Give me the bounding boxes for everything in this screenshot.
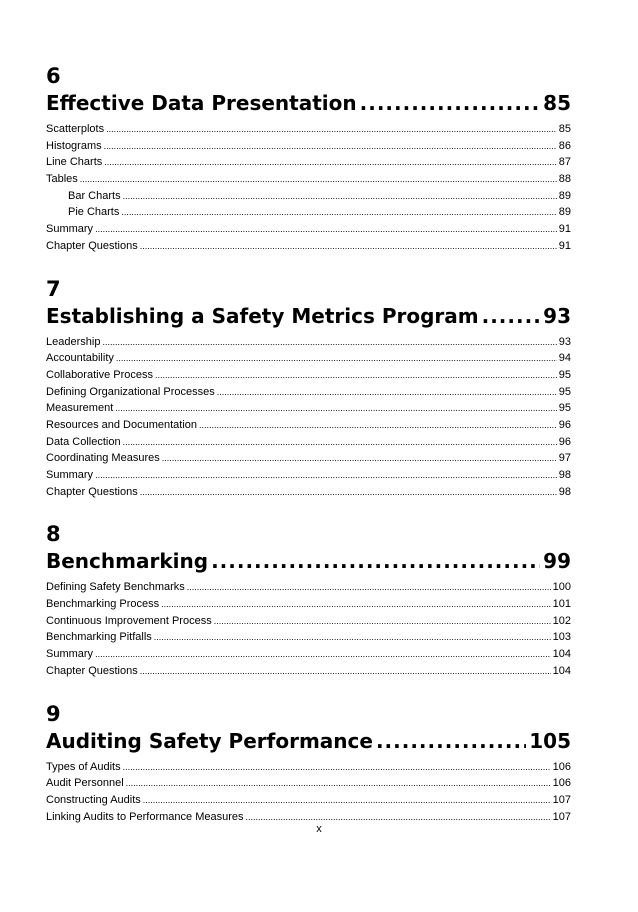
entry-page-number: 106	[552, 777, 571, 790]
dot-leader	[95, 646, 551, 663]
dot-leader	[140, 484, 557, 501]
dot-leader	[104, 154, 556, 171]
entry-title: Constructing Audits	[46, 793, 141, 806]
toc-entry	[46, 171, 571, 188]
entry-title: Line Charts	[46, 156, 103, 169]
chapter-page-number: 85	[543, 91, 571, 115]
dot-leader	[140, 238, 557, 255]
entry-title: Chapter Questions	[46, 239, 138, 252]
dot-leader	[211, 546, 540, 576]
chapter-number: 7	[46, 276, 61, 301]
entry-page-number: 86	[558, 139, 571, 152]
toc-entry	[46, 350, 571, 367]
toc-entry	[46, 154, 571, 171]
chapter-title-row	[46, 726, 571, 756]
dot-leader	[154, 629, 551, 646]
toc-entry	[46, 663, 571, 680]
chapter-title-row	[46, 301, 571, 331]
spacer	[46, 680, 571, 702]
dot-leader	[123, 188, 557, 205]
dot-leader	[126, 775, 551, 792]
toc-entry	[46, 646, 571, 663]
chapter-title: Auditing Safety Performance	[46, 728, 373, 753]
chapter-title-row	[46, 546, 571, 576]
toc-entry	[46, 613, 571, 630]
toc-entry	[46, 759, 571, 776]
entry-page-number: 96	[558, 435, 571, 448]
toc-entry	[46, 384, 571, 401]
dot-leader	[161, 596, 551, 613]
chapter-6	[46, 64, 571, 255]
toc-entry	[46, 775, 571, 792]
dot-leader	[143, 792, 551, 809]
dot-leader	[482, 301, 541, 331]
table-of-contents	[46, 64, 571, 825]
dot-leader	[115, 400, 556, 417]
entry-title: Benchmarking Process	[46, 598, 160, 611]
chapter-9	[46, 702, 571, 826]
entry-page-number: 106	[552, 760, 571, 773]
entry-title: Tables	[46, 173, 78, 186]
page-folio: x	[316, 823, 322, 835]
entry-page-number: 104	[552, 664, 571, 677]
toc-entry	[46, 629, 571, 646]
toc-entry	[46, 417, 571, 434]
dot-leader	[95, 221, 557, 238]
spacer	[46, 500, 571, 522]
entry-page-number: 91	[558, 239, 571, 252]
entry-page-number: 87	[558, 156, 571, 169]
chapter-page-number: 105	[529, 728, 571, 753]
dot-leader	[80, 171, 557, 188]
entry-page-number: 107	[552, 793, 571, 806]
toc-entry	[46, 484, 571, 501]
entry-title: Types of Audits	[46, 760, 121, 773]
entry-title: Audit Personnel	[46, 777, 124, 790]
dot-leader	[187, 579, 551, 596]
entry-title: Summary	[46, 223, 94, 236]
dot-leader	[102, 334, 556, 351]
entry-page-number: 95	[558, 368, 571, 381]
dot-leader	[199, 417, 557, 434]
entry-title: Collaborative Process	[46, 368, 153, 381]
entry-title: Continuous Improvement Process	[46, 614, 212, 627]
toc-entry	[46, 434, 571, 451]
entry-title: Scatterplots	[46, 123, 105, 135]
entry-title: Coordinating Measures	[46, 452, 160, 465]
dot-leader	[106, 121, 557, 138]
dot-leader	[123, 759, 551, 776]
entry-page-number: 98	[558, 469, 571, 481]
chapter-number: 9	[46, 701, 61, 726]
entry-page-number: 103	[552, 631, 571, 644]
entry-page-number: 88	[558, 173, 571, 186]
toc-entry	[46, 579, 571, 596]
entry-title: Leadership	[46, 335, 101, 348]
entry-page-number: 107	[552, 810, 571, 823]
entry-page-number: 94	[558, 352, 571, 365]
entry-page-number: 101	[552, 598, 571, 611]
entry-page-number: 102	[552, 614, 571, 627]
dot-leader	[360, 88, 541, 118]
toc-subentry	[46, 188, 571, 205]
entry-page-number: 96	[558, 418, 571, 431]
chapter-title: Benchmarking	[46, 549, 209, 574]
chapter-title-row	[46, 88, 571, 118]
chapter-title: Establishing a Safety Metrics Program	[46, 303, 479, 328]
toc-entry	[46, 238, 571, 255]
entry-title: Summary	[46, 648, 94, 661]
section-list	[46, 121, 571, 255]
entry-page-number: 95	[558, 385, 571, 398]
toc-entry	[46, 467, 571, 484]
entry-title: Pie Charts	[68, 206, 120, 219]
toc-entry	[46, 138, 571, 155]
entry-title: Bar Charts	[68, 189, 121, 202]
toc-entry	[46, 792, 571, 809]
toc-entry	[46, 334, 571, 351]
chapter-page-number: 93	[543, 303, 571, 328]
dot-leader	[155, 367, 557, 384]
toc-entry	[46, 450, 571, 467]
entry-page-number: 89	[558, 189, 571, 202]
dot-leader	[116, 350, 557, 367]
dot-leader	[121, 204, 556, 221]
entry-title: Summary	[46, 469, 94, 481]
section-list	[46, 334, 571, 501]
chapter-number: 6	[46, 64, 61, 88]
entry-page-number: 98	[558, 485, 571, 498]
chapter-page-number: 99	[543, 549, 571, 574]
entry-page-number: 100	[552, 581, 571, 594]
dot-leader	[140, 663, 551, 680]
entry-page-number: 93	[558, 335, 571, 348]
toc-entry	[46, 121, 571, 138]
entry-title: Linking Audits to Performance Measures	[46, 810, 244, 823]
entry-page-number: 97	[558, 452, 571, 465]
chapter-8	[46, 522, 571, 679]
entry-page-number: 89	[558, 206, 571, 219]
chapter-number: 8	[46, 522, 61, 547]
entry-title: Defining Safety Benchmarks	[46, 581, 185, 594]
toc-entry	[46, 400, 571, 417]
toc-subentry	[46, 204, 571, 221]
toc-entry	[46, 596, 571, 613]
entry-title: Accountability	[46, 352, 114, 365]
dot-leader	[217, 384, 557, 401]
spacer	[46, 255, 571, 277]
dot-leader	[214, 613, 551, 630]
dot-leader	[162, 450, 557, 467]
dot-leader	[104, 138, 557, 155]
entry-page-number: 104	[552, 648, 571, 661]
toc-entry	[46, 367, 571, 384]
dot-leader	[376, 726, 526, 756]
entry-title: Measurement	[46, 402, 114, 415]
entry-title: Data Collection	[46, 435, 121, 448]
entry-title: Chapter Questions	[46, 664, 138, 677]
toc-entry	[46, 221, 571, 238]
dot-leader	[95, 467, 557, 484]
entry-title: Benchmarking Pitfalls	[46, 631, 152, 644]
entry-title: Resources and Documentation	[46, 418, 198, 431]
chapter-title: Effective Data Presentation	[46, 91, 357, 115]
section-list	[46, 759, 571, 826]
chapter-7	[46, 277, 571, 501]
entry-page-number: 91	[558, 223, 571, 236]
entry-page-number: 95	[558, 402, 571, 415]
entry-title: Chapter Questions	[46, 485, 138, 498]
entry-title: Histograms	[46, 139, 102, 152]
entry-title: Defining Organizational Processes	[46, 385, 215, 398]
section-list	[46, 579, 571, 679]
entry-page-number: 85	[558, 123, 571, 135]
dot-leader	[123, 434, 557, 451]
